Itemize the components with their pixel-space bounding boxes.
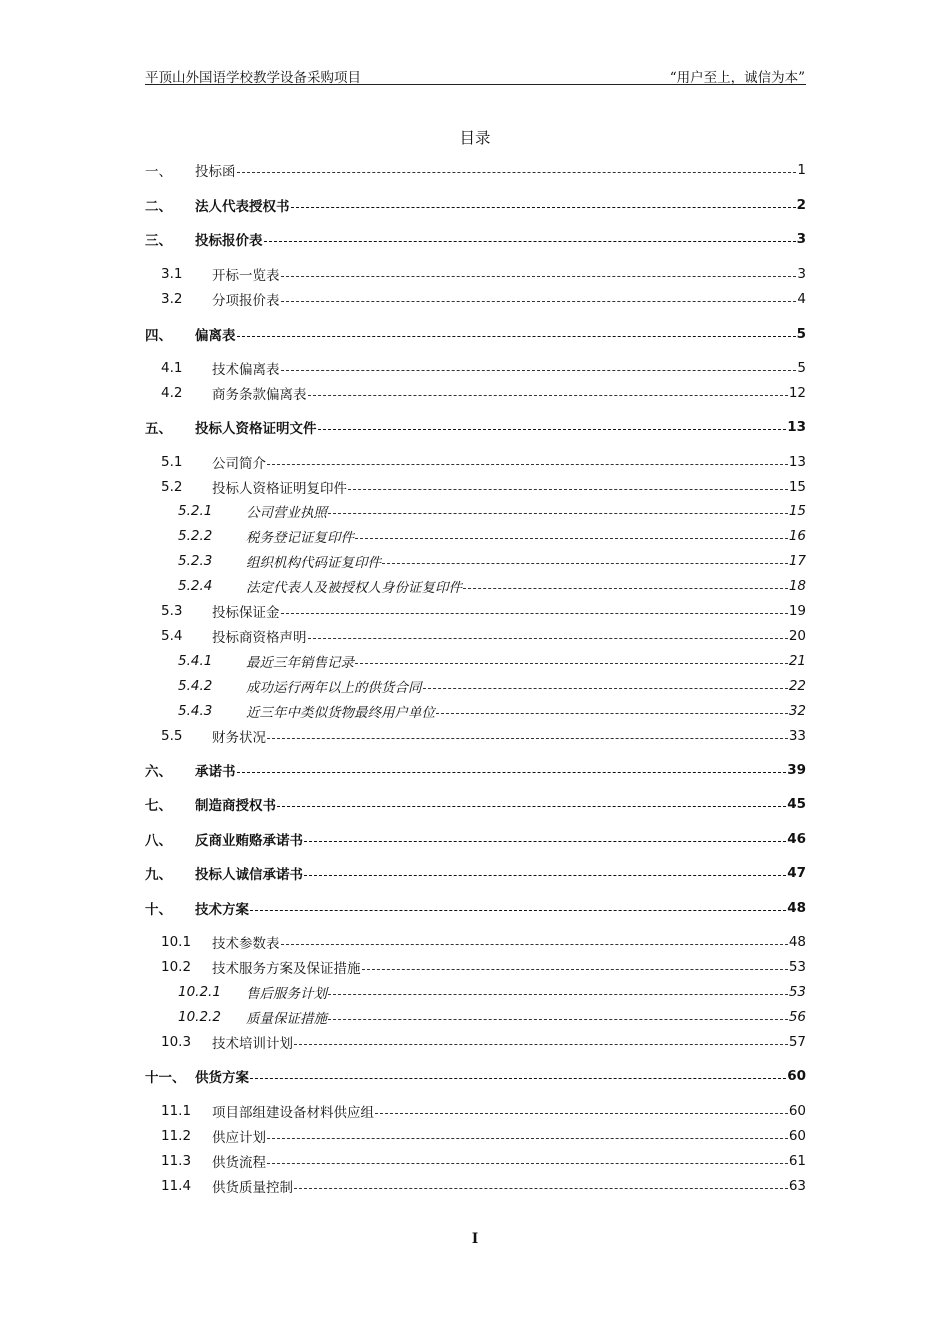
toc-entry-number: 4.2	[161, 385, 183, 401]
toc-entry-page: 61	[788, 1153, 806, 1169]
toc-entry-number: 11.3	[161, 1153, 192, 1169]
toc-entry-number: 三、	[145, 233, 172, 249]
toc-dot-leader	[281, 612, 788, 614]
toc-entry[interactable]	[145, 1176, 806, 1196]
toc-entry[interactable]	[145, 601, 806, 621]
toc-entry-page: 63	[788, 1178, 806, 1194]
toc-dot-leader	[328, 1018, 788, 1020]
toc-entry-page: 5	[796, 326, 806, 342]
toc-entry[interactable]	[145, 701, 806, 721]
toc-dot-leader	[348, 488, 788, 490]
toc-entry-number: 11.2	[161, 1128, 192, 1144]
toc-entry-page: 45	[787, 796, 806, 812]
toc-entry-label: 法人代表授权书	[195, 199, 290, 215]
toc-dot-leader	[304, 874, 786, 876]
toc-entry[interactable]	[145, 358, 806, 378]
toc-dot-leader	[463, 587, 788, 589]
toc-entry-number: 3.2	[161, 291, 183, 307]
toc-entry-label: 投标人诚信承诺书	[195, 867, 303, 883]
toc-entry[interactable]	[145, 794, 806, 814]
toc-entry-page: 20	[788, 628, 806, 644]
toc-entry-label: 财务状况	[212, 730, 266, 746]
toc-entry-label: 技术服务方案及保证措施	[212, 961, 361, 977]
toc-entry-number: 4.1	[161, 360, 183, 376]
toc-entry[interactable]	[145, 289, 806, 309]
toc-entry-number: 七、	[145, 798, 172, 814]
toc-entry-page: 60	[787, 1068, 806, 1084]
toc-dot-leader	[250, 1077, 786, 1079]
toc-entry-label: 税务登记证复印件	[246, 530, 354, 546]
toc-entry-label: 投标报价表	[195, 233, 263, 249]
toc-entry-page: 46	[787, 831, 806, 847]
toc-dot-leader	[267, 737, 788, 739]
toc-entry[interactable]	[145, 898, 806, 918]
toc-dot-leader	[382, 562, 788, 564]
toc-entry-page: 22	[788, 678, 806, 694]
toc-entry-number: 九、	[145, 867, 172, 883]
toc-entry[interactable]	[145, 417, 806, 437]
toc-entry-label: 商务条款偏离表	[212, 387, 307, 403]
toc-entry[interactable]	[145, 229, 806, 249]
toc-entry-page: 4	[797, 291, 806, 307]
toc-entry[interactable]	[145, 676, 806, 696]
toc-entry-number: 3.1	[161, 266, 183, 282]
toc-dot-leader	[277, 805, 786, 807]
toc-dot-leader	[362, 968, 788, 970]
toc-entry-number: 二、	[145, 199, 172, 215]
toc-entry-number: 10.2.2	[178, 1009, 221, 1025]
toc-entry-number: 十、	[145, 902, 172, 918]
toc-entry-number: 五、	[145, 421, 172, 437]
toc-entry-label: 分项报价表	[212, 293, 280, 309]
toc-dot-leader	[294, 1187, 788, 1189]
toc-entry-page: 1	[797, 162, 806, 178]
toc-entry-label: 公司营业执照	[246, 505, 327, 521]
toc-entry[interactable]	[145, 501, 806, 521]
toc-entry[interactable]	[145, 1007, 806, 1027]
toc-entry-label: 投标商资格声明	[212, 630, 307, 646]
toc-entry-page: 13	[788, 454, 806, 470]
toc-entry-label: 最近三年销售记录	[246, 655, 354, 671]
toc-entry-label: 承诺书	[195, 764, 236, 780]
toc-entry-page: 39	[787, 762, 806, 778]
page-number: I	[471, 1231, 479, 1247]
toc-entry[interactable]	[145, 264, 806, 284]
toc-entry-label: 技术参数表	[212, 936, 280, 952]
toc-entry-number: 11.4	[161, 1178, 192, 1194]
toc-entry-page: 53	[788, 984, 806, 1000]
toc-entry-number: 八、	[145, 833, 172, 849]
toc-entry-number: 5.4.2	[178, 678, 213, 694]
toc-entry-page: 56	[788, 1009, 806, 1025]
toc-entry[interactable]	[145, 526, 806, 546]
toc-entry-label: 供货流程	[212, 1155, 266, 1171]
toc-dot-leader	[264, 240, 796, 242]
toc-dot-leader	[328, 512, 788, 514]
toc-entry-page: 33	[788, 728, 806, 744]
toc-entry-label: 技术方案	[195, 902, 249, 918]
toc-dot-leader	[436, 712, 788, 714]
header-project-title: 平顶山外国语学校教学设备采购项目	[145, 70, 361, 86]
toc-entry[interactable]	[145, 383, 806, 403]
toc-entry-label: 项目部组建设备材料供应组	[212, 1105, 374, 1121]
toc-entry-page: 13	[787, 419, 806, 435]
toc-entry-label: 制造商授权书	[195, 798, 276, 814]
toc-dot-leader	[318, 428, 787, 430]
toc-entry-label: 技术偏离表	[212, 362, 280, 378]
toc-entry[interactable]	[145, 551, 806, 571]
toc-entry-page: 16	[788, 528, 806, 544]
toc-entry-number: 10.2	[161, 959, 192, 975]
toc-entry-page: 19	[788, 603, 806, 619]
toc-entry-page: 5	[797, 360, 806, 376]
toc-entry[interactable]	[145, 195, 806, 215]
toc-entry-number: 10.3	[161, 1034, 192, 1050]
toc-entry-label: 技术培训计划	[212, 1036, 293, 1052]
toc-entry-page: 3	[796, 231, 806, 247]
toc-entry-number: 一、	[145, 164, 172, 180]
toc-dot-leader	[281, 275, 797, 277]
toc-entry-number: 四、	[145, 328, 172, 344]
toc-dot-leader	[281, 369, 797, 371]
toc-entry-number: 5.5	[161, 728, 183, 744]
toc-entry-number: 5.2.4	[178, 578, 213, 594]
toc-dot-leader	[294, 1043, 788, 1045]
toc-entry[interactable]	[145, 726, 806, 746]
toc-entry-page: 57	[788, 1034, 806, 1050]
toc-entry-number: 5.4.1	[178, 653, 213, 669]
toc-entry-label: 偏离表	[195, 328, 236, 344]
toc-dot-leader	[237, 171, 797, 173]
toc-entry-label: 投标保证金	[212, 605, 280, 621]
toc-entry-page: 15	[788, 479, 806, 495]
toc-entry-label: 质量保证措施	[246, 1011, 327, 1027]
toc-entry-page: 21	[788, 653, 806, 669]
toc-entry[interactable]	[145, 957, 806, 977]
toc-entry-number: 十一、	[145, 1070, 186, 1086]
toc-dot-leader	[308, 637, 788, 639]
toc-dot-leader	[328, 993, 788, 995]
toc-dot-leader	[304, 840, 786, 842]
toc-entry[interactable]	[145, 1066, 806, 1086]
toc-entry-page: 48	[788, 934, 806, 950]
toc-entry-label: 法定代表人及被授权人身份证复印件	[246, 580, 462, 596]
toc-entry-label: 供货质量控制	[212, 1180, 293, 1196]
toc-dot-leader	[308, 394, 788, 396]
toc-entry[interactable]	[145, 160, 806, 180]
toc-dot-leader	[281, 300, 797, 302]
toc-entry[interactable]	[145, 626, 806, 646]
toc-entry-number: 10.1	[161, 934, 192, 950]
toc-entry-number: 5.4	[161, 628, 183, 644]
toc-entry-number: 5.2.2	[178, 528, 213, 544]
toc-entry-page: 47	[787, 865, 806, 881]
toc-entry-number: 11.1	[161, 1103, 192, 1119]
toc-dot-leader	[375, 1112, 788, 1114]
toc-entry-number: 10.2.1	[178, 984, 221, 1000]
toc-entry-label: 投标人资格证明文件	[195, 421, 317, 437]
toc-entry-page: 17	[788, 553, 806, 569]
toc-entry-page: 3	[797, 266, 806, 282]
toc-entry[interactable]	[145, 651, 806, 671]
toc-entry[interactable]	[145, 863, 806, 883]
toc-dot-leader	[250, 909, 786, 911]
header-slogan: “用户至上，诚信为本”	[669, 70, 805, 86]
toc-entry-page: 15	[788, 503, 806, 519]
toc-entry-label: 反商业贿赂承诺书	[195, 833, 303, 849]
toc-entry-page: 32	[788, 703, 806, 719]
toc-entry[interactable]	[145, 829, 806, 849]
toc-dot-leader	[281, 943, 788, 945]
toc-entry-page: 18	[788, 578, 806, 594]
toc-entry-number: 5.2	[161, 479, 183, 495]
toc-dot-leader	[355, 662, 788, 664]
toc-entry[interactable]	[145, 1032, 806, 1052]
toc-dot-leader	[355, 537, 788, 539]
toc-entry-number: 六、	[145, 764, 172, 780]
toc-entry-page: 60	[788, 1128, 806, 1144]
header-divider	[145, 84, 806, 85]
toc-entry-label: 投标人资格证明复印件	[212, 481, 347, 497]
toc-entry-page: 53	[788, 959, 806, 975]
toc-entry-number: 5.2.3	[178, 553, 213, 569]
toc-entry[interactable]	[145, 982, 806, 1002]
toc-entry-number: 5.2.1	[178, 503, 213, 519]
toc-dot-leader	[237, 771, 787, 773]
toc-entry[interactable]	[145, 477, 806, 497]
page-title: 目录	[459, 129, 491, 147]
toc-entry-label: 成功运行两年以上的供货合同	[246, 680, 422, 696]
toc-dot-leader	[291, 206, 796, 208]
toc-entry-label: 售后服务计划	[246, 986, 327, 1002]
toc-entry-label: 组织机构代码证复印件	[246, 555, 381, 571]
toc-entry[interactable]	[145, 324, 806, 344]
toc-entry-number: 5.4.3	[178, 703, 213, 719]
toc-entry[interactable]	[145, 760, 806, 780]
toc-entry-label: 供货方案	[195, 1070, 249, 1086]
toc-entry[interactable]	[145, 1101, 806, 1121]
toc-dot-leader	[237, 335, 796, 337]
toc-dot-leader	[267, 463, 788, 465]
toc-entry[interactable]	[145, 452, 806, 472]
toc-entry[interactable]	[145, 1151, 806, 1171]
toc-entry-label: 开标一览表	[212, 268, 280, 284]
toc-entry-page: 48	[787, 900, 806, 916]
toc-entry-label: 投标函	[195, 164, 236, 180]
toc-entry-label: 公司简介	[212, 456, 266, 472]
toc-entry-number: 5.3	[161, 603, 183, 619]
toc-dot-leader	[267, 1137, 788, 1139]
toc-entry-page: 2	[796, 197, 806, 213]
toc-dot-leader	[267, 1162, 788, 1164]
toc-entry[interactable]	[145, 932, 806, 952]
toc-entry-label: 供应计划	[212, 1130, 266, 1146]
toc-entry-page: 60	[788, 1103, 806, 1119]
toc-entry[interactable]	[145, 1126, 806, 1146]
toc-entry[interactable]	[145, 576, 806, 596]
toc-dot-leader	[423, 687, 788, 689]
toc-entry-page: 12	[788, 385, 806, 401]
toc-entry-label: 近三年中类似货物最终用户单位	[246, 705, 435, 721]
toc-entry-number: 5.1	[161, 454, 183, 470]
